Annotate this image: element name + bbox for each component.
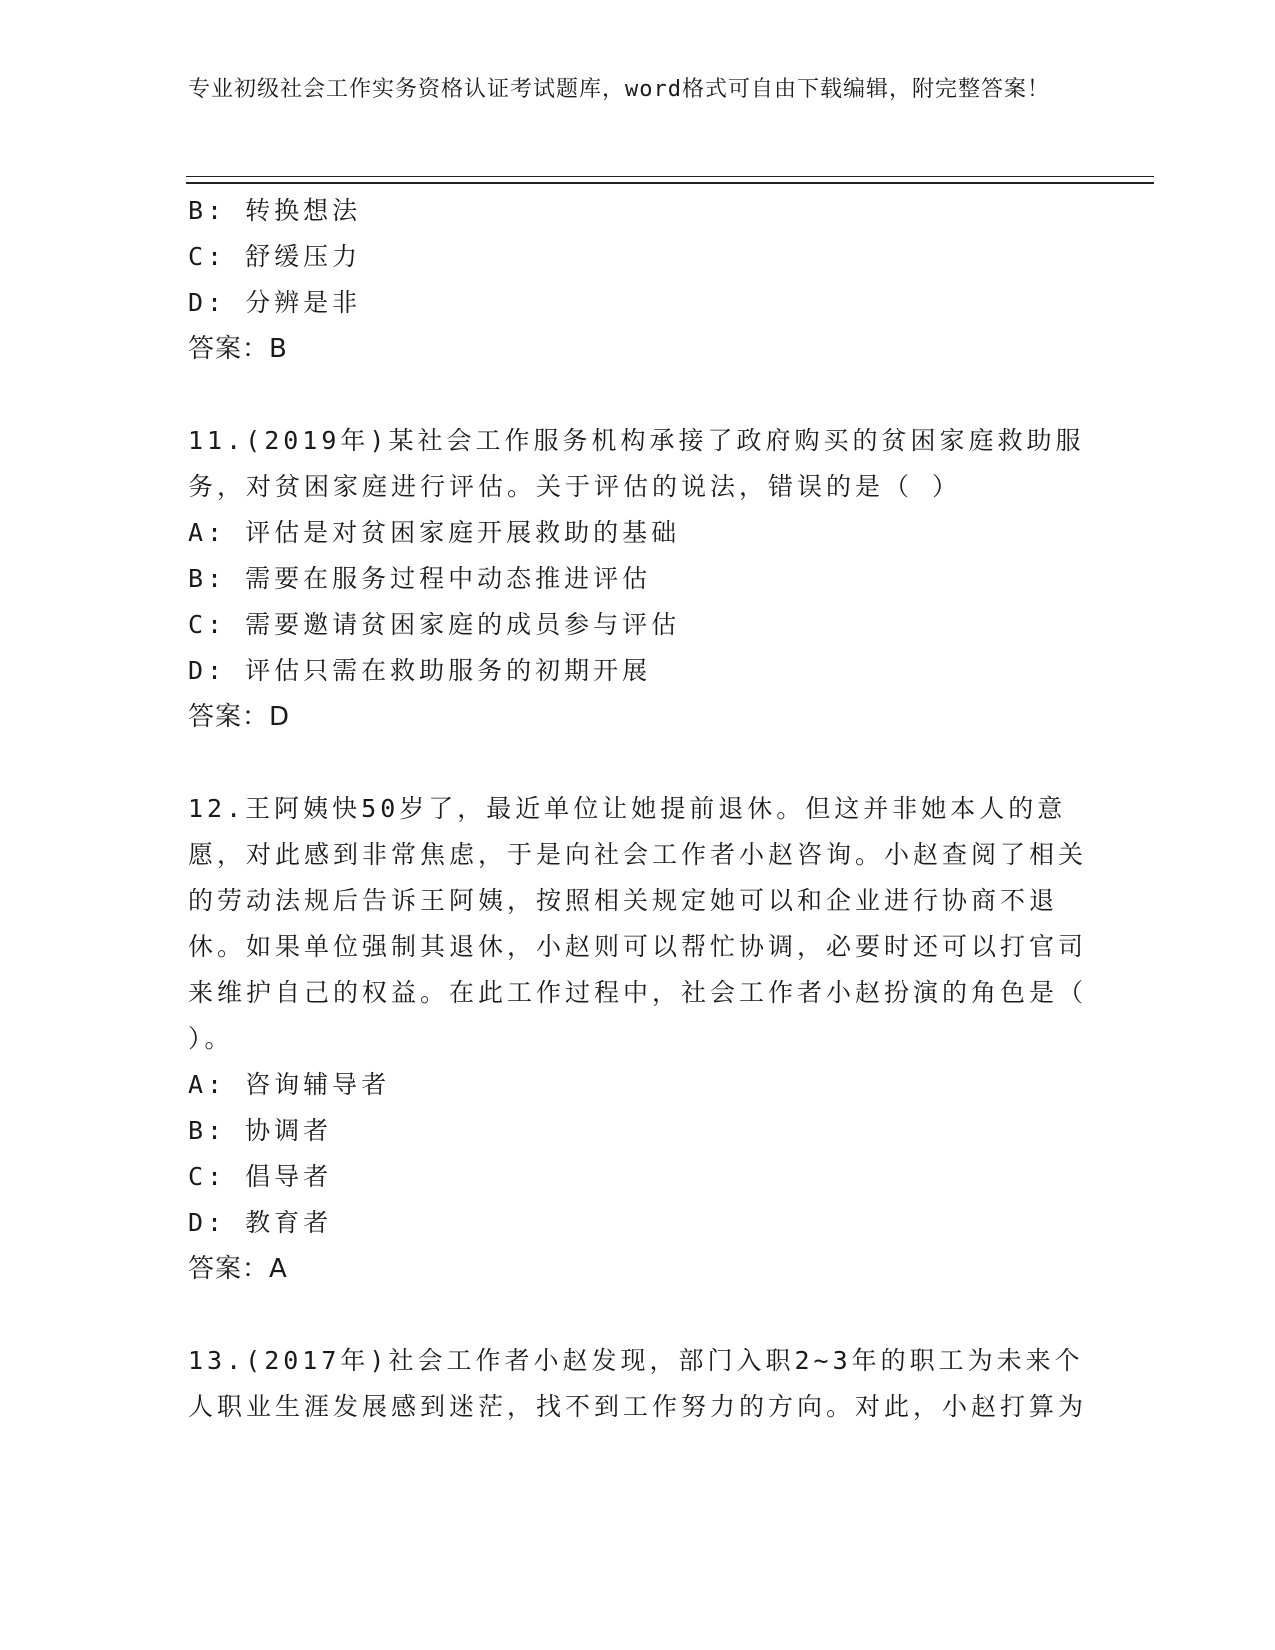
question-11 xyxy=(188,418,1088,740)
question-10-tail xyxy=(188,188,1088,372)
option-d: D: 评估只需在救助服务的初期开展 xyxy=(188,656,652,685)
header-rule-thick xyxy=(186,182,1154,184)
option-a: A: 评估是对贫困家庭开展救助的基础 xyxy=(188,518,681,547)
option-c: C: 倡导者 xyxy=(188,1162,333,1191)
option-c: C: 舒缓压力 xyxy=(188,242,362,271)
option-d: D: 分辨是非 xyxy=(188,288,362,317)
spacer xyxy=(188,1292,1088,1338)
spacer xyxy=(188,372,1088,418)
question-stem: 13.(2017年)社会工作者小赵发现，部门入职2~3年的职工为未来个人职业生涯发展感到迷茫，找不到工作努力的方向。对此，小赵打算为 xyxy=(188,1346,1088,1421)
answer: 答案：B xyxy=(188,334,288,364)
option-d: D: 教育者 xyxy=(188,1208,333,1237)
question-12 xyxy=(188,786,1088,1292)
question-stem: 12.王阿姨快50岁了，最近单位让她提前退休。但这并非她本人的意愿，对此感到非常焦虑，于是向社会工作者小赵咨询。小赵查阅了相关的劳动法规后告诉王阿姨，按照相关规定她可以和企业进行协商不退休。如果单位强制其退休，小赵则可以帮忙协调，必要时还可以打官司来维护自己的权益。在此工作过程中，社会工作者小赵扮演的角色是（ ）。 xyxy=(188,794,1088,1053)
option-b: B: 转换想法 xyxy=(188,196,362,225)
option-b: B: 协调者 xyxy=(188,1116,333,1145)
answer: 答案：A xyxy=(188,1254,288,1284)
question-content xyxy=(188,188,1088,1430)
option-b: B: 需要在服务过程中动态推进评估 xyxy=(188,564,652,593)
question-13 xyxy=(188,1338,1088,1430)
page-header: 专业初级社会工作实务资格认证考试题库，word格式可自由下载编辑，附完整答案！ xyxy=(188,77,1050,102)
option-a: A: 咨询辅导者 xyxy=(188,1070,391,1099)
option-c: C: 需要邀请贫困家庭的成员参与评估 xyxy=(188,610,681,639)
spacer xyxy=(188,740,1088,786)
answer: 答案：D xyxy=(188,702,291,732)
header-rule-thin xyxy=(186,176,1154,177)
question-stem: 11.(2019年)某社会工作服务机构承接了政府购买的贫困家庭救助服务，对贫困家庭进行评估。关于评估的说法，错误的是（ ） xyxy=(188,426,1085,501)
